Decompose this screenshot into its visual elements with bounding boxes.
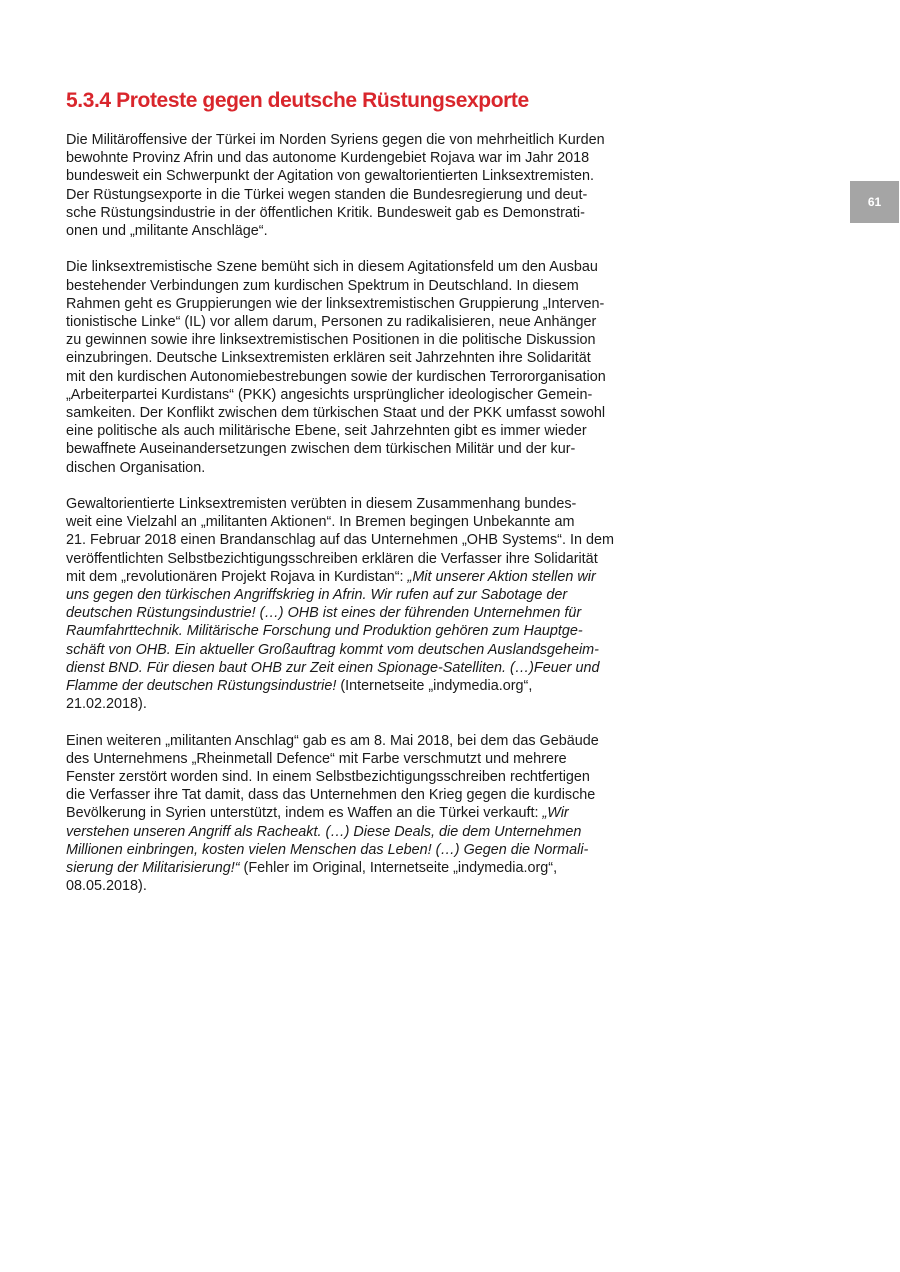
text-line xyxy=(66,531,614,549)
text-segment: tionistische Linke“ (IL) vor allem darum, Personen zu radikalisieren, neue Anhänger xyxy=(66,314,597,331)
text-segment: dischen Organisation. xyxy=(66,459,206,476)
page-number: 61 xyxy=(867,195,882,209)
paragraph xyxy=(66,732,614,896)
text-segment: Bevölkerung in Syrien unterstützt, indem es Waffen an die Türkei verkauft: xyxy=(66,805,543,822)
text-line xyxy=(66,258,614,276)
paragraph xyxy=(66,495,614,713)
text-line xyxy=(66,204,614,222)
text-line xyxy=(66,804,614,822)
text-line xyxy=(66,641,614,659)
text-line xyxy=(66,440,614,458)
text-line xyxy=(66,131,614,149)
text-segment: Die linksextremistische Szene bemüht sich in diesem Agitationsfeld um den Ausbau xyxy=(66,259,598,276)
text-segment: Rahmen geht es Gruppierungen wie der linksextremistischen Gruppierung „Interven- xyxy=(66,295,605,312)
text-segment: die Verfasser ihre Tat damit, dass das Unternehmen den Krieg gegen die kurdische xyxy=(66,787,596,804)
quote-segment: Flamme der deutschen Rüstungsindustrie! xyxy=(66,678,337,695)
text-line xyxy=(66,422,614,440)
text-segment: einzubringen. Deutsche Linksextremisten erklären seit Jahrzehnten ihre Solidarität xyxy=(66,350,591,367)
body-text xyxy=(66,131,614,914)
text-line xyxy=(66,495,614,513)
quote-segment: uns gegen den türkischen Angriffskrieg in Afrin. Wir rufen auf zur Sabotage der xyxy=(66,587,568,604)
text-segment: Einen weiteren „militanten Anschlag“ gab es am 8. Mai 2018, bei dem das Gebäude xyxy=(66,732,599,749)
text-line xyxy=(66,622,614,640)
text-line xyxy=(66,677,614,695)
text-segment: Gewaltorientierte Linksextremisten verübten in diesem Zusammenhang bundes- xyxy=(66,496,577,513)
text-line xyxy=(66,586,614,604)
text-line xyxy=(66,167,614,185)
text-segment: Fenster zerstört worden sind. In einem Selbstbezichtigungsschreiben rechtfertigen xyxy=(66,769,590,786)
text-segment: mit den kurdischen Autonomiebestrebungen sowie der kurdischen Terrororganisation xyxy=(66,368,606,385)
text-line xyxy=(66,568,614,586)
quote-segment: deutschen Rüstungsindustrie! (…) OHB ist eines der führenden Unternehmen für xyxy=(66,605,582,622)
text-line xyxy=(66,768,614,786)
text-line xyxy=(66,313,614,331)
quote-segment: Millionen einbringen, kosten vielen Menschen das Leben! (…) Gegen die Normali- xyxy=(66,841,589,858)
text-line xyxy=(66,295,614,313)
quote-segment: Raumfahrttechnik. Militärische Forschung und Produktion gehören zum Hauptge- xyxy=(66,623,583,640)
text-line xyxy=(66,604,614,622)
text-segment: des Unternehmens „Rheinmetall Defence“ mit Farbe verschmutzt und mehrere xyxy=(66,750,567,767)
text-segment: 21.02.2018). xyxy=(66,696,147,713)
text-line xyxy=(66,222,614,240)
text-line xyxy=(66,186,614,204)
text-segment: „Arbeiterpartei Kurdistans“ (PKK) angesichts ursprünglicher ideologischer Gemein- xyxy=(66,386,593,403)
text-segment: Die Militäroffensive der Türkei im Norden Syriens gegen die von mehrheitlich Kurden xyxy=(66,132,605,148)
section-heading: 5.3.4 Proteste gegen deutsche Rüstungsexporte xyxy=(66,89,529,112)
text-line xyxy=(66,732,614,750)
text-line xyxy=(66,386,614,404)
text-segment: sche Rüstungsindustrie in der öffentlichen Kritik. Bundesweit gab es Demonstrati- xyxy=(66,204,585,221)
text-segment: bundesweit ein Schwerpunkt der Agitation von gewaltorientierten Linksextremisten. xyxy=(66,168,594,185)
text-segment: bestehender Verbindungen zum kurdischen Spektrum in Deutschland. In diesem xyxy=(66,277,579,294)
text-line xyxy=(66,841,614,859)
text-segment: onen und „militante Anschläge“. xyxy=(66,223,268,240)
text-segment: weit eine Vielzahl an „militanten Aktionen“. In Bremen begingen Unbekannte am xyxy=(66,514,575,531)
text-line xyxy=(66,659,614,677)
text-line xyxy=(66,823,614,841)
text-segment: bewohnte Provinz Afrin und das autonome Kurdengebiet Rojava war im Jahr 2018 xyxy=(66,150,590,167)
text-segment: zu gewinnen sowie ihre linksextremistischen Positionen in die politische Diskussion xyxy=(66,332,596,349)
text-line xyxy=(66,149,614,167)
text-segment: 21. Februar 2018 einen Brandanschlag auf das Unternehmen „OHB Systems“. In dem xyxy=(66,532,614,549)
quote-segment: dienst BND. Für diesen baut OHB zur Zeit einen Spionage-Satelliten. (…)Feuer und xyxy=(66,659,600,676)
text-line xyxy=(66,550,614,568)
text-line xyxy=(66,513,614,531)
paragraph xyxy=(66,258,614,476)
paragraph xyxy=(66,131,614,240)
text-segment: eine politische als auch militärische Ebene, seit Jahrzehnten gibt es immer wieder xyxy=(66,423,587,440)
quote-segment: schäft von OHB. Ein aktueller Großauftrag kommt vom deutschen Auslandsgeheim- xyxy=(66,641,599,658)
page-number-tab xyxy=(850,181,899,223)
text-line xyxy=(66,368,614,386)
text-line xyxy=(66,750,614,768)
text-segment: (Fehler im Original, Internetseite „indymedia.org“, xyxy=(239,860,558,877)
text-segment: bewaffnete Auseinandersetzungen zwischen dem türkischen Militär und der kur- xyxy=(66,441,576,458)
quote-segment: sierung der Militarisierung!“ xyxy=(66,860,240,877)
text-segment: Der Rüstungsexporte in die Türkei wegen standen die Bundesregierung und deut- xyxy=(66,186,588,203)
text-line xyxy=(66,404,614,422)
text-line xyxy=(66,877,614,895)
text-line xyxy=(66,349,614,367)
text-line xyxy=(66,277,614,295)
text-segment: (Internetseite „indymedia.org“, xyxy=(336,678,533,695)
text-line xyxy=(66,786,614,804)
text-line xyxy=(66,459,614,477)
text-line xyxy=(66,695,614,713)
text-segment: veröffentlichten Selbstbezichtigungsschreiben erklären die Verfasser ihre Solidarität xyxy=(66,550,598,567)
text-segment: 08.05.2018). xyxy=(66,878,147,895)
quote-segment: „Mit unserer Aktion stellen wir xyxy=(407,568,596,585)
text-line xyxy=(66,859,614,877)
text-segment: mit dem „revolutionären Projekt Rojava in Kurdistan“: xyxy=(66,568,408,585)
text-line xyxy=(66,331,614,349)
quote-segment: verstehen unseren Angriff als Racheakt. (…) Diese Deals, die dem Unternehmen xyxy=(66,823,582,840)
quote-segment: „Wir xyxy=(542,805,569,822)
text-segment: samkeiten. Der Konflikt zwischen dem türkischen Staat und der PKK umfasst sowohl xyxy=(66,405,606,422)
